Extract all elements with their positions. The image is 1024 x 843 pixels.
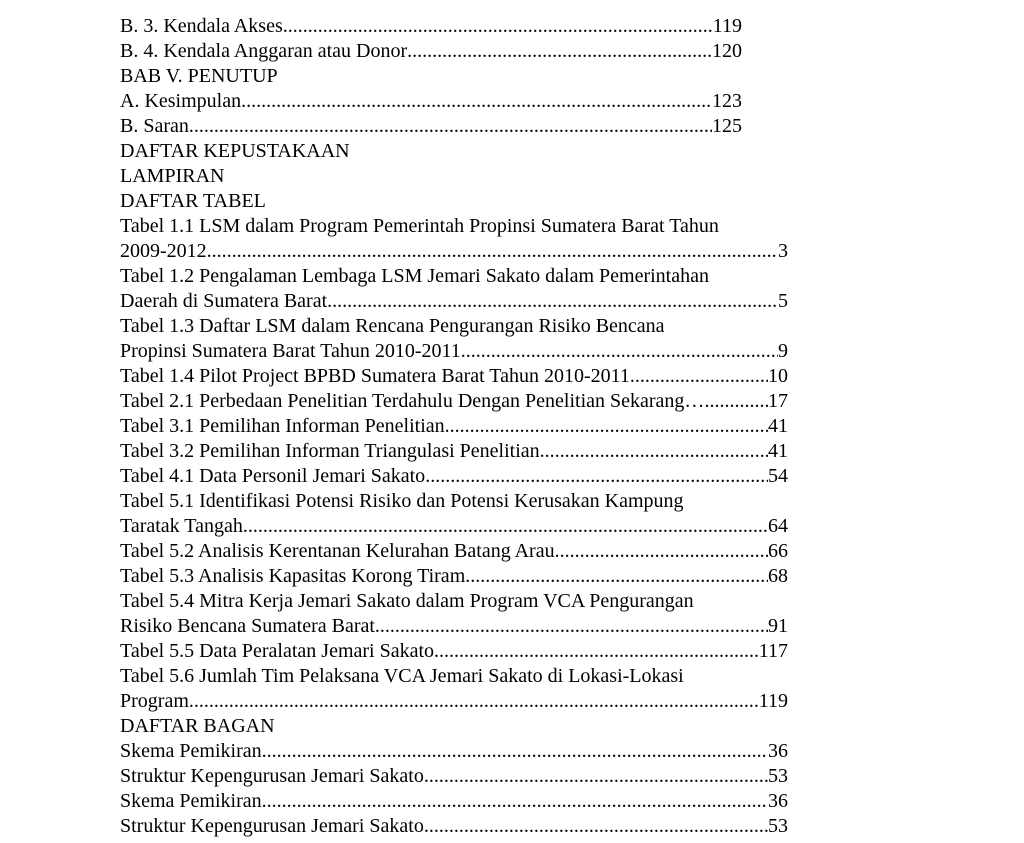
dot-leader: [262, 789, 768, 814]
toc-heading-line: [120, 189, 788, 214]
dot-leader: [461, 339, 778, 364]
toc-entry-text: Tabel 1.2 Pengalaman Lembaga LSM Jemari Sakato dalam Pemerintahan: [120, 265, 709, 287]
toc-page-number: 119: [712, 15, 742, 37]
toc-entry-text: Tabel 5.2 Analisis Kerentanan Kelurahan Batang Arau: [120, 540, 555, 562]
toc-entry-text: BAB V. PENUTUP: [120, 65, 278, 87]
toc-entry-text: LAMPIRAN: [120, 165, 225, 187]
toc-entry-text: Daerah di Sumatera Barat: [120, 290, 328, 312]
toc-heading-line: [120, 164, 788, 189]
toc-heading-line: [120, 489, 788, 514]
dot-leader: [189, 114, 712, 139]
toc-entry-text: Program: [120, 690, 189, 712]
toc-entry: [120, 389, 788, 414]
toc-page-number: 5: [778, 290, 788, 312]
toc-entry-text: Tabel 2.1 Perbedaan Penelitian Terdahulu Dengan Penelitian Sekarang…: [120, 390, 705, 412]
toc-page-number: 54: [768, 465, 788, 487]
toc-entry: [120, 89, 742, 114]
toc-entry-text: Struktur Kepengurusan Jemari Sakato: [120, 765, 424, 787]
toc-entry-text: Tabel 5.6 Jumlah Tim Pelaksana VCA Jemari Sakato di Lokasi-Lokasi: [120, 665, 684, 687]
toc-entry-text: Skema Pemikiran: [120, 740, 262, 762]
dot-leader: [465, 564, 768, 589]
toc-entry-text: Tabel 1.4 Pilot Project BPBD Sumatera Barat Tahun 2010-2011: [120, 365, 630, 387]
toc-entry-text: B. Saran: [120, 115, 189, 137]
toc-page-number: 41: [768, 440, 788, 462]
toc-entry: [120, 289, 788, 314]
toc-page-number: 53: [768, 815, 788, 837]
toc-entry-text: Tabel 4.1 Data Personil Jemari Sakato: [120, 465, 426, 487]
toc-page-number: 120: [712, 40, 742, 62]
toc-entry-text: Tabel 1.3 Daftar LSM dalam Rencana Pengurangan Risiko Bencana: [120, 315, 665, 337]
toc-page-number: 64: [768, 515, 788, 537]
toc-entry-text: 2009-2012: [120, 240, 207, 262]
toc-entry: [120, 364, 788, 389]
toc-entry-text: Struktur Kepengurusan Jemari Sakato: [120, 815, 424, 837]
toc-entry: [120, 339, 788, 364]
dot-leader: [327, 289, 778, 314]
dot-leader: [189, 689, 759, 714]
toc-entry-text: DAFTAR BAGAN: [120, 715, 275, 737]
toc-heading-line: [120, 214, 788, 239]
toc-heading-line: [120, 264, 788, 289]
toc-entry-text: Tabel 3.1 Pemilihan Informan Penelitian: [120, 415, 445, 437]
toc-entry: [120, 514, 788, 539]
toc-entry: [120, 414, 788, 439]
dot-leader: [445, 414, 768, 439]
toc-entry-text: DAFTAR KEPUSTAKAAN: [120, 140, 350, 162]
dot-leader: [434, 639, 759, 664]
toc-entry-text: Propinsi Sumatera Barat Tahun 2010-2011: [120, 340, 461, 362]
toc-heading-line: [120, 589, 788, 614]
toc-page-number: 123: [712, 90, 742, 112]
dot-leader: [424, 764, 768, 789]
dot-leader: [283, 14, 713, 39]
toc-heading-line: [120, 714, 788, 739]
toc-page-number: 10: [768, 365, 788, 387]
toc-entry-text: Tabel 3.2 Pemilihan Informan Triangulasi Penelitian: [120, 440, 540, 462]
toc-entry-text: B. 4. Kendala Anggaran atau Donor: [120, 40, 408, 62]
toc-heading-line: [120, 314, 788, 339]
dot-leader: [540, 439, 768, 464]
toc-page-number: 91: [768, 615, 788, 637]
dot-leader: [407, 39, 712, 64]
toc-entry-text: B. 3. Kendala Akses: [120, 15, 283, 37]
dot-leader: [630, 364, 768, 389]
toc-page-number: 36: [768, 740, 788, 762]
toc-entry: [120, 464, 788, 489]
toc-entry: [120, 789, 788, 814]
toc-heading-line: [120, 64, 788, 89]
toc-entry: [120, 614, 788, 639]
toc-entry-text: Tabel 5.4 Mitra Kerja Jemari Sakato dalam Program VCA Pengurangan: [120, 590, 694, 612]
toc-entry-text: DAFTAR TABEL: [120, 190, 266, 212]
toc-page-number: 68: [768, 565, 788, 587]
dot-leader: [425, 464, 768, 489]
toc-entry: [120, 439, 788, 464]
toc-page-number: 125: [712, 115, 742, 137]
toc-page-number: 3: [778, 240, 788, 262]
toc-page-number: 36: [768, 790, 788, 812]
toc-page-number: 9: [778, 340, 788, 362]
toc-page-number: 119: [758, 690, 788, 712]
toc-page-number: 117: [758, 640, 788, 662]
table-of-contents: [120, 14, 788, 839]
toc-entry-text: Tabel 1.1 LSM dalam Program Pemerintah Propinsi Sumatera Barat Tahun: [120, 215, 719, 237]
toc-entry: [120, 764, 788, 789]
toc-page-number: 17: [768, 390, 788, 412]
toc-page-number: 66: [768, 540, 788, 562]
toc-entry: [120, 14, 742, 39]
toc-entry: [120, 114, 742, 139]
toc-entry-text: Risiko Bencana Sumatera Barat: [120, 615, 375, 637]
toc-entry: [120, 564, 788, 589]
toc-page-number: 53: [768, 765, 788, 787]
toc-page-number: 41: [768, 415, 788, 437]
toc-entry: [120, 539, 788, 564]
toc-entry-text: Taratak Tangah: [120, 515, 243, 537]
toc-heading-line: [120, 664, 788, 689]
dot-leader: [262, 739, 768, 764]
toc-entry: [120, 639, 788, 664]
toc-entry: [120, 814, 788, 839]
toc-entry: [120, 739, 788, 764]
dot-leader: [704, 389, 768, 414]
dot-leader: [207, 239, 778, 264]
dot-leader: [243, 514, 768, 539]
toc-entry-text: Skema Pemikiran: [120, 790, 262, 812]
dot-leader: [424, 814, 768, 839]
toc-entry: [120, 39, 742, 64]
toc-entry: [120, 689, 788, 714]
toc-entry-text: Tabel 5.5 Data Peralatan Jemari Sakato: [120, 640, 435, 662]
dot-leader: [241, 89, 712, 114]
toc-entry-text: Tabel 5.3 Analisis Kapasitas Korong Tiram: [120, 565, 466, 587]
toc-entry-text: A. Kesimpulan: [120, 90, 242, 112]
toc-heading-line: [120, 139, 788, 164]
toc-entry: [120, 239, 788, 264]
dot-leader: [375, 614, 768, 639]
dot-leader: [555, 539, 768, 564]
toc-entry-text: Tabel 5.1 Identifikasi Potensi Risiko dan Potensi Kerusakan Kampung: [120, 490, 684, 512]
